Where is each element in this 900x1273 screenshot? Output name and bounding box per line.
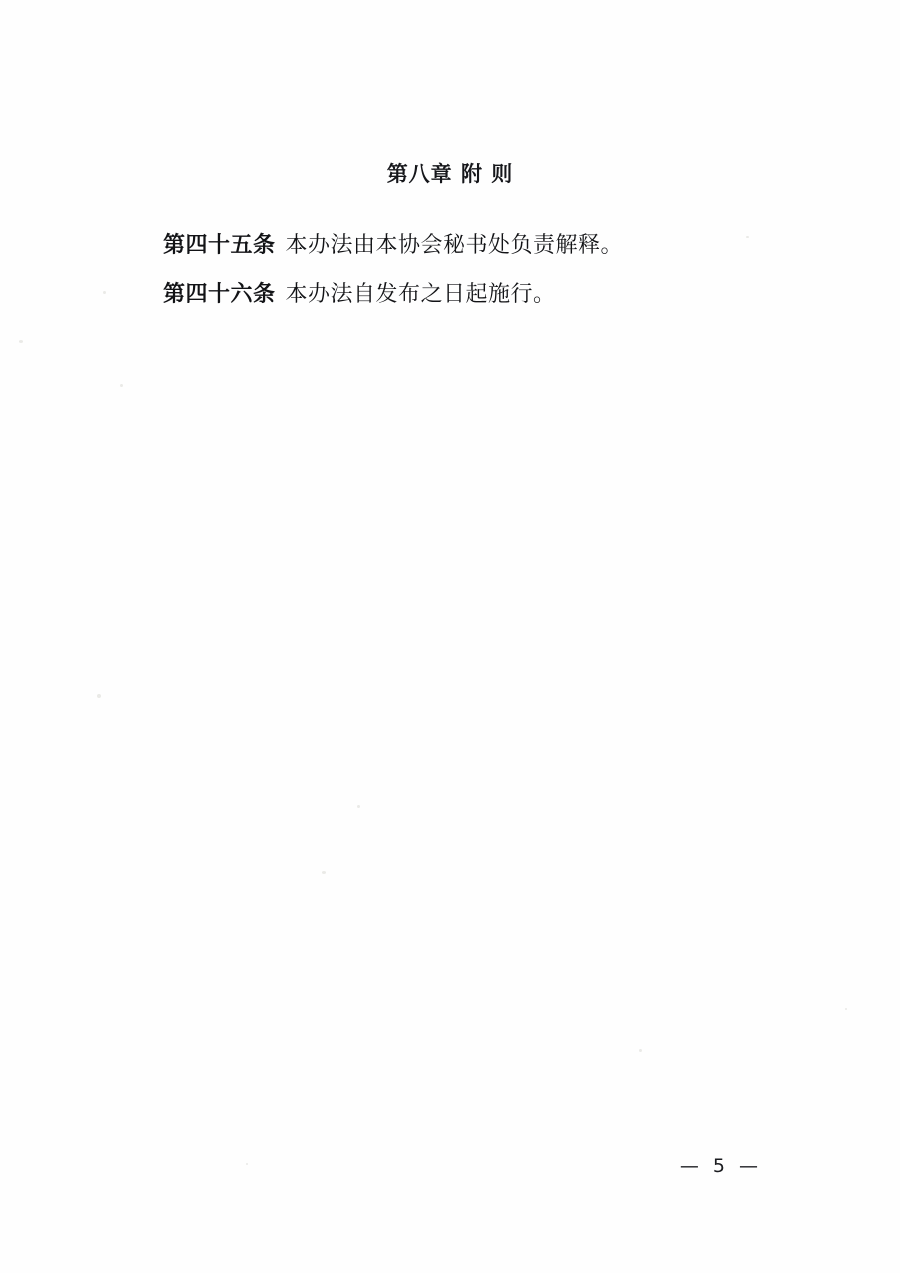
article-paragraph [163, 228, 623, 259]
article-number: 第四十五条 [163, 232, 276, 258]
article-text: 本办法由本协会秘书处负责解释。 [285, 233, 624, 258]
article-number: 第四十六条 [163, 281, 276, 307]
article-paragraph [163, 277, 556, 308]
article-text: 本办法自发布之日起施行。 [285, 282, 556, 307]
chapter-heading: 第八章 附 则 [386, 162, 514, 186]
page-number: — 5 — [679, 1155, 762, 1177]
